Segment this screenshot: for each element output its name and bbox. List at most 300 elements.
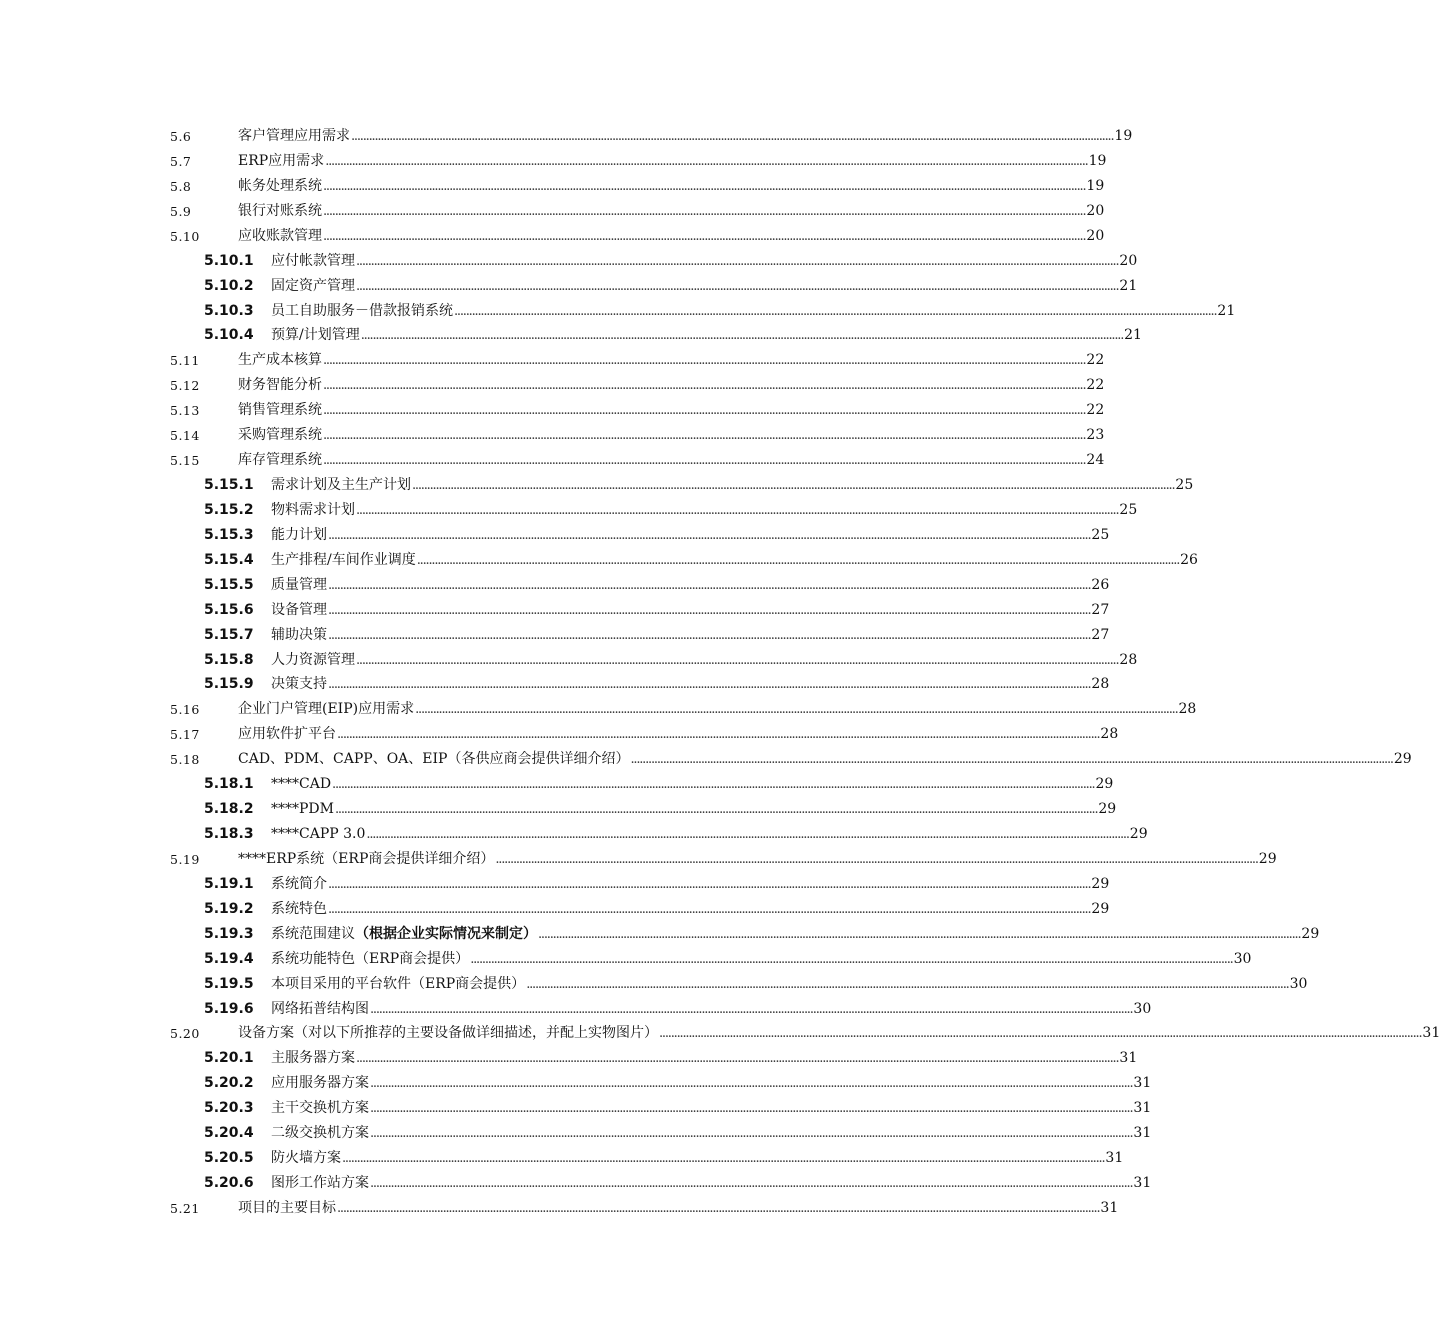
toc-entry[interactable] (0, 249, 1138, 274)
toc-entry-title-text: 应收账款管理 (238, 227, 322, 244)
toc-dot-leader: .................................................................................................................................................................................................................................................................... (416, 552, 1180, 568)
toc-entry[interactable] (0, 199, 1105, 224)
toc-entry[interactable] (0, 1146, 1124, 1171)
toc-entry[interactable] (0, 323, 1142, 348)
toc-entry-page-number: 22 (1086, 377, 1105, 394)
toc-entry[interactable] (0, 772, 1114, 797)
toc-entry-title (238, 747, 629, 772)
toc-entry-line (271, 822, 1148, 847)
toc-entry-title-text: 生产成本核算 (238, 352, 322, 369)
toc-entry-title (271, 1171, 369, 1196)
toc-entry-title (271, 648, 355, 673)
toc-dot-leader: .................................................................................................................................................................................................................................................................... (415, 702, 1178, 718)
toc-entry[interactable] (0, 847, 1277, 872)
toc-entry-line (238, 697, 1197, 722)
toc-entry[interactable] (0, 747, 1412, 772)
toc-entry-page-number: 20 (1119, 252, 1138, 269)
toc-entry-line (271, 648, 1138, 673)
toc-entry-title (271, 548, 416, 573)
toc-dot-leader: .................................................................................................................................................................................................................................................................... (323, 353, 1086, 369)
toc-entry-page-number: 25 (1091, 526, 1110, 543)
toc-entry-page-number: 31 (1105, 1150, 1124, 1167)
toc-entry-title (271, 473, 411, 498)
toc-entry-page-number: 29 (1095, 776, 1114, 793)
toc-entry[interactable] (0, 373, 1105, 398)
toc-entry-page-number: 21 (1217, 302, 1236, 319)
toc-entry-page-number: 31 (1133, 1175, 1152, 1192)
toc-entry-line (271, 1046, 1138, 1071)
toc-entry-page-number: 30 (1289, 975, 1308, 992)
toc-entry-number: 5.20.3 (204, 1100, 254, 1117)
toc-entry-line (271, 1096, 1152, 1121)
toc-entry[interactable] (0, 1021, 1440, 1046)
toc-entry-line (271, 997, 1152, 1022)
toc-entry-title-text: 企业门户管理(EIP)应用需求 (238, 701, 415, 718)
toc-entry-line (238, 423, 1105, 448)
toc-entry-title-text: 系统简介 (271, 875, 327, 892)
toc-entry-title-text: 采购管理系统 (238, 427, 322, 444)
toc-entry-page-number: 19 (1086, 177, 1105, 194)
toc-dot-leader: .................................................................................................................................................................................................................................................................... (328, 901, 1091, 917)
toc-entry-title-text: 帐务处理系统 (238, 177, 322, 194)
toc-dot-leader: .................................................................................................................................................................................................................................................................... (526, 976, 1289, 992)
toc-entry-title (271, 1096, 369, 1121)
toc-entry[interactable] (0, 897, 1110, 922)
toc-entry-number: 5.10 (170, 228, 200, 244)
toc-entry-number: 5.10.4 (204, 327, 254, 344)
toc-entry[interactable] (0, 648, 1138, 673)
toc-entry-title (238, 1196, 336, 1221)
toc-dot-leader: .................................................................................................................................................................................................................................................................... (328, 677, 1091, 693)
toc-entry-title (271, 822, 365, 847)
toc-entry-line (238, 1196, 1119, 1221)
toc-entry-page-number: 20 (1086, 202, 1105, 219)
toc-entry-line (271, 323, 1142, 348)
toc-entry-line (238, 124, 1133, 149)
toc-entry-title (238, 847, 494, 872)
toc-entry-title-text: 主服务器方案 (271, 1050, 355, 1067)
toc-entry[interactable] (0, 498, 1138, 523)
toc-entry-line (271, 523, 1110, 548)
toc-entry-title-text: 生产排程/车间作业调度 (271, 551, 416, 568)
toc-dot-leader: .................................................................................................................................................................................................................................................................... (356, 278, 1119, 294)
toc-entry-title (271, 323, 360, 348)
toc-entry-line (238, 722, 1119, 747)
toc-entry-title (238, 697, 414, 722)
toc-dot-leader: .................................................................................................................................................................................................................................................................... (412, 478, 1175, 494)
toc-entry-line (271, 548, 1198, 573)
toc-dot-leader: .................................................................................................................................................................................................................................................................... (323, 378, 1086, 394)
toc-entry-title (271, 797, 334, 822)
toc-entry-title-text: 图形工作站方案 (271, 1175, 369, 1192)
toc-entry-line (271, 1121, 1152, 1146)
toc-entry-title (271, 598, 327, 623)
toc-entry-title (271, 1146, 341, 1171)
toc-entry-line (238, 174, 1105, 199)
toc-dot-leader: .................................................................................................................................................................................................................................................................... (323, 203, 1086, 219)
toc-entry-title-text: 应用服务器方案 (271, 1075, 369, 1092)
toc-entry-title-text: ****PDM (271, 801, 334, 818)
toc-entry-page-number: 26 (1091, 576, 1110, 593)
toc-entry[interactable] (0, 348, 1105, 373)
toc-entry-title (238, 722, 336, 747)
toc-entry-line (271, 672, 1110, 697)
toc-entry-title (238, 149, 324, 174)
toc-entry-title-text: 应付帐款管理 (271, 252, 355, 269)
toc-entry-title (238, 423, 322, 448)
toc-entry-line (238, 398, 1105, 423)
toc-entry[interactable] (0, 972, 1308, 997)
toc-entry-number: 5.18.2 (204, 801, 254, 818)
toc-dot-leader: .................................................................................................................................................................................................................................................................... (332, 777, 1095, 793)
toc-entry-number: 5.15.8 (204, 651, 254, 668)
toc-entry-title-text: 财务智能分析 (238, 377, 322, 394)
toc-dot-leader: .................................................................................................................................................................................................................................................................... (323, 453, 1086, 469)
toc-dot-leader: .................................................................................................................................................................................................................................................................... (323, 428, 1086, 444)
toc-entry-title (271, 922, 537, 947)
toc-entry[interactable] (0, 872, 1110, 897)
toc-dot-leader: .................................................................................................................................................................................................................................................................... (334, 802, 1098, 818)
toc-dot-leader: .................................................................................................................................................................................................................................................................... (323, 228, 1086, 244)
toc-entry-title-text: 物料需求计划 (271, 501, 355, 518)
toc-entry-page-number: 19 (1088, 152, 1107, 169)
toc-entry-page-number: 29 (1301, 925, 1320, 942)
toc-entry[interactable] (0, 1171, 1152, 1196)
toc-entry[interactable] (0, 149, 1107, 174)
toc-entry-number: 5.15.2 (204, 501, 254, 518)
toc-entry-title-text: 人力资源管理 (271, 651, 355, 668)
toc-entry-title-text: 预算/计划管理 (271, 327, 360, 344)
toc-entry[interactable] (0, 822, 1148, 847)
toc-entry[interactable] (0, 672, 1110, 697)
toc-entry-line (238, 199, 1105, 224)
toc-entry-title-text: CAD、PDM、CAPP、OA、EIP（各供应商会提供详细介绍） (238, 751, 630, 768)
toc-entry[interactable] (0, 274, 1138, 299)
toc-dot-leader: .................................................................................................................................................................................................................................................................... (454, 303, 1217, 319)
toc-entry-title-text: 系统特色 (271, 900, 327, 917)
toc-entry-page-number: 25 (1119, 501, 1138, 518)
toc-dot-leader: .................................................................................................................................................................................................................................................................... (323, 178, 1086, 194)
toc-entry-line (271, 598, 1110, 623)
toc-entry-number: 5.19.6 (204, 1000, 254, 1017)
toc-dot-leader: .................................................................................................................................................................................................................................................................... (538, 926, 1301, 942)
toc-entry-title-text: 库存管理系统 (238, 452, 322, 469)
toc-entry-page-number: 31 (1100, 1199, 1119, 1216)
toc-entry-title (271, 872, 327, 897)
toc-entry-title (271, 1071, 369, 1096)
toc-entry-number: 5.11 (170, 353, 200, 369)
toc-entry-number: 5.10.2 (204, 277, 254, 294)
toc-entry-title (271, 249, 355, 274)
toc-entry-number: 5.15.4 (204, 551, 254, 568)
toc-entry-number: 5.19.1 (204, 875, 254, 892)
toc-entry-line (271, 498, 1138, 523)
toc-entry-title (238, 348, 322, 373)
toc-entry-number: 5.14 (170, 428, 200, 444)
toc-entry-number: 5.15.5 (204, 576, 254, 593)
toc-entry-title (271, 1046, 355, 1071)
toc-entry[interactable] (0, 124, 1133, 149)
toc-entry-number: 5.20.2 (204, 1075, 254, 1092)
toc-entry-title-bold-text: （根据企业实际情况来制定） (355, 925, 537, 942)
toc-entry-line (271, 947, 1252, 972)
toc-entry-line (271, 573, 1110, 598)
toc-dot-leader: .................................................................................................................................................................................................................................................................... (356, 652, 1119, 668)
toc-entry-line (271, 772, 1114, 797)
toc-entry-title-text: 项目的主要目标 (238, 1199, 336, 1216)
toc-entry-title-text: 决策支持 (271, 676, 327, 693)
toc-entry-title-text: 员工自助服务－借款报销系统 (271, 302, 453, 319)
toc-entry[interactable] (0, 947, 1252, 972)
toc-entry-page-number: 29 (1393, 751, 1412, 768)
toc-entry-number: 5.19.4 (204, 950, 254, 967)
toc-entry-title (271, 897, 327, 922)
toc-entry-line (271, 299, 1236, 324)
toc-entry-page-number: 21 (1119, 277, 1138, 294)
toc-entry[interactable] (0, 1196, 1119, 1221)
toc-dot-leader: .................................................................................................................................................................................................................................................................... (370, 1076, 1133, 1092)
toc-entry[interactable] (0, 573, 1110, 598)
toc-entry[interactable] (0, 1121, 1152, 1146)
toc-entry-number: 5.15.3 (204, 526, 254, 543)
toc-entry-line (238, 1021, 1440, 1046)
toc-entry-title (238, 124, 350, 149)
toc-dot-leader: .................................................................................................................................................................................................................................................................... (342, 1151, 1105, 1167)
toc-entry[interactable] (0, 697, 1197, 722)
toc-entry-title (271, 672, 327, 697)
toc-entry-number: 5.10.1 (204, 252, 254, 269)
toc-entry-page-number: 31 (1119, 1050, 1138, 1067)
toc-entry-line (238, 747, 1412, 772)
toc-entry-number: 5.19.5 (204, 975, 254, 992)
toc-dot-leader: .................................................................................................................................................................................................................................................................... (356, 253, 1119, 269)
toc-entry-page-number: 25 (1175, 477, 1194, 494)
toc-entry-title-text: ERP应用需求 (238, 152, 325, 169)
toc-dot-leader: .................................................................................................................................................................................................................................................................... (356, 502, 1119, 518)
toc-entry-page-number: 31 (1422, 1025, 1440, 1042)
toc-entry-title-text: 网络拓普结构图 (271, 1000, 369, 1017)
toc-entry-number: 5.12 (170, 378, 200, 394)
toc-entry[interactable] (0, 1046, 1138, 1071)
toc-entry-number: 5.20 (170, 1026, 200, 1042)
toc-entry-title (238, 373, 322, 398)
toc-entry-number: 5.20.1 (204, 1050, 254, 1067)
toc-entry-line (271, 274, 1138, 299)
toc-entry-page-number: 29 (1091, 900, 1110, 917)
toc-entry-title (271, 947, 469, 972)
toc-entry-title-text: ****CAPP 3.0 (271, 826, 366, 843)
toc-dot-leader: .................................................................................................................................................................................................................................................................... (360, 328, 1124, 344)
toc-entry-title-text: 本项目采用的平台软件（ERP商会提供） (271, 975, 526, 992)
toc-entry-title-text: 质量管理 (271, 576, 327, 593)
toc-entry-page-number: 20 (1086, 227, 1105, 244)
toc-entry-page-number: 23 (1086, 427, 1105, 444)
toc-entry-title-text: 系统功能特色（ERP商会提供） (271, 950, 470, 967)
toc-entry-number: 5.19 (170, 851, 200, 867)
toc-dot-leader: .................................................................................................................................................................................................................................................................... (356, 1051, 1119, 1067)
toc-entry[interactable] (0, 548, 1198, 573)
toc-entry-line (271, 1171, 1152, 1196)
toc-entry-page-number: 21 (1124, 327, 1142, 344)
toc-entry-number: 5.13 (170, 403, 200, 419)
toc-dot-leader: .................................................................................................................................................................................................................................................................... (328, 876, 1091, 892)
toc-entry-title (271, 573, 327, 598)
toc-entry-page-number: 31 (1133, 1125, 1152, 1142)
toc-entry-number: 5.15.9 (204, 676, 254, 693)
toc-dot-leader: .................................................................................................................................................................................................................................................................... (630, 752, 1393, 768)
toc-entry-number: 5.15.6 (204, 601, 254, 618)
toc-entry-title-text: 系统范围建议 (271, 925, 355, 942)
toc-entry[interactable] (0, 398, 1105, 423)
toc-dot-leader: .................................................................................................................................................................................................................................................................... (370, 1126, 1133, 1142)
toc-entry-title-text: 能力计划 (271, 526, 327, 543)
toc-entry-title-text: 主干交换机方案 (271, 1100, 369, 1117)
toc-entry-page-number: 27 (1091, 601, 1110, 618)
toc-dot-leader: .................................................................................................................................................................................................................................................................... (337, 1200, 1100, 1216)
toc-dot-leader: .................................................................................................................................................................................................................................................................... (351, 129, 1114, 144)
toc-dot-leader: .................................................................................................................................................................................................................................................................... (328, 577, 1091, 593)
toc-entry-number: 5.19.3 (204, 925, 254, 942)
toc-entry[interactable] (0, 224, 1105, 249)
toc-entry[interactable] (0, 598, 1110, 623)
toc-entry-title (238, 1021, 658, 1046)
toc-entry-number: 5.19.2 (204, 900, 254, 917)
toc-entry[interactable] (0, 797, 1117, 822)
toc-entry-number: 5.20.6 (204, 1175, 254, 1192)
toc-entry-page-number: 28 (1100, 726, 1119, 743)
toc-entry-number: 5.9 (170, 203, 192, 219)
toc-entry[interactable] (0, 299, 1236, 324)
toc-entry[interactable] (0, 722, 1119, 747)
toc-entry-page-number: 30 (1233, 950, 1252, 967)
toc-dot-leader: .................................................................................................................................................................................................................................................................... (659, 1026, 1422, 1042)
toc-entry-title (271, 997, 369, 1022)
toc-entry-page-number: 29 (1258, 850, 1277, 867)
toc-dot-leader: .................................................................................................................................................................................................................................................................... (370, 1101, 1133, 1117)
toc-dot-leader: .................................................................................................................................................................................................................................................................... (495, 851, 1258, 867)
toc-entry[interactable] (0, 473, 1194, 498)
toc-entry-line (238, 224, 1105, 249)
toc-entry-title (271, 623, 327, 648)
toc-entry-page-number: 27 (1091, 626, 1110, 643)
toc-entry-title (238, 448, 322, 473)
toc-entry-page-number: 19 (1114, 128, 1133, 144)
toc-entry[interactable] (0, 423, 1105, 448)
toc-entry-title (271, 1121, 369, 1146)
toc-entry-page-number: 28 (1178, 701, 1197, 718)
toc-entry-line (238, 847, 1277, 872)
toc-entry-number: 5.18 (170, 752, 200, 768)
toc-entry[interactable] (0, 1071, 1152, 1096)
toc-entry-number: 5.21 (170, 1200, 200, 1216)
toc-entry-page-number: 29 (1098, 801, 1117, 818)
toc-entry-title-text: 销售管理系统 (238, 402, 322, 419)
toc-entry[interactable] (0, 922, 1320, 947)
toc-entry[interactable] (0, 1096, 1152, 1121)
toc-entry-title-text: 辅助决策 (271, 626, 327, 643)
toc-entry-title-text: ****CAD (271, 776, 332, 793)
toc-entry-title (238, 174, 322, 199)
toc-entry[interactable] (0, 448, 1105, 473)
toc-entry-title-text: 银行对账系统 (238, 202, 322, 219)
toc-entry-title (271, 772, 331, 797)
toc-entry-title (238, 224, 322, 249)
toc-entry-line (238, 348, 1105, 373)
toc-entry-page-number: 30 (1133, 1000, 1152, 1017)
toc-entry-line (238, 149, 1107, 174)
toc-entry-title-text: 需求计划及主生产计划 (271, 477, 411, 494)
toc-entry-number: 5.17 (170, 727, 200, 743)
toc-entry-number: 5.15.7 (204, 626, 254, 643)
toc-entry-line (271, 249, 1138, 274)
toc-entry-title (271, 523, 327, 548)
toc-dot-leader: .................................................................................................................................................................................................................................................................... (328, 527, 1091, 543)
toc-entry-line (271, 473, 1194, 498)
toc-entry[interactable] (0, 997, 1152, 1022)
toc-entry-title-text: 设备方案（对以下所推荐的主要设备做详细描述，并配上实物图片） (238, 1025, 658, 1042)
toc-entry-line (271, 897, 1110, 922)
toc-entry-title (271, 498, 355, 523)
toc-entry-page-number: 22 (1086, 402, 1105, 419)
toc-entry-number: 5.20.4 (204, 1125, 254, 1142)
toc-entry-page-number: 24 (1086, 452, 1105, 469)
toc-entry-title (271, 274, 355, 299)
toc-entry-page-number: 31 (1133, 1075, 1152, 1092)
toc-entry-line (238, 373, 1105, 398)
toc-entry-title (238, 398, 322, 423)
toc-entry-title-text: 防火墙方案 (271, 1150, 341, 1167)
toc-entry-title-text: 设备管理 (271, 601, 327, 618)
toc-entry-page-number: 22 (1086, 352, 1105, 369)
toc-entry-number: 5.10.3 (204, 302, 254, 319)
toc-entry-number: 5.18.3 (204, 826, 254, 843)
toc-entry[interactable] (0, 623, 1110, 648)
toc-entry[interactable] (0, 523, 1110, 548)
toc-entry-line (271, 972, 1308, 997)
toc-dot-leader: .................................................................................................................................................................................................................................................................... (337, 727, 1100, 743)
toc-entry-page-number: 28 (1091, 676, 1110, 693)
toc-entry-title-text: 应用软件扩平台 (238, 726, 336, 743)
toc-entry-number: 5.20.5 (204, 1150, 254, 1167)
toc-entry-line (238, 448, 1105, 473)
toc-entry-page-number: 26 (1180, 551, 1198, 568)
toc-entry-page-number: 29 (1129, 826, 1148, 843)
toc-entry-line (271, 922, 1320, 947)
toc-entry[interactable] (0, 174, 1105, 199)
toc-entry-title-text: 二级交换机方案 (271, 1125, 369, 1142)
toc-entry-title (271, 972, 525, 997)
toc-dot-leader: .................................................................................................................................................................................................................................................................... (328, 602, 1091, 618)
toc-dot-leader: .................................................................................................................................................................................................................................................................... (370, 1001, 1133, 1017)
toc-entry-number: 5.8 (170, 178, 192, 194)
toc-entry-number: 5.7 (170, 153, 192, 169)
toc-entry-line (271, 623, 1110, 648)
toc-dot-leader: .................................................................................................................................................................................................................................................................... (370, 1176, 1133, 1192)
toc-entry-number: 5.15.1 (204, 477, 254, 494)
toc-entry-number: 5.18.1 (204, 776, 254, 793)
toc-entry-title-text: 固定资产管理 (271, 277, 355, 294)
toc-entry-page-number: 28 (1119, 651, 1138, 668)
toc-entry-title (238, 199, 322, 224)
toc-entry-number: 5.15 (170, 453, 200, 469)
toc-dot-leader: .................................................................................................................................................................................................................................................................... (323, 403, 1086, 419)
toc-entry-number: 5.6 (170, 129, 192, 144)
toc-entry-title (271, 299, 453, 324)
toc-entry-line (271, 872, 1110, 897)
toc-entry-line (271, 1071, 1152, 1096)
toc-dot-leader: .................................................................................................................................................................................................................................................................... (366, 827, 1129, 843)
toc-entry-page-number: 31 (1133, 1100, 1152, 1117)
